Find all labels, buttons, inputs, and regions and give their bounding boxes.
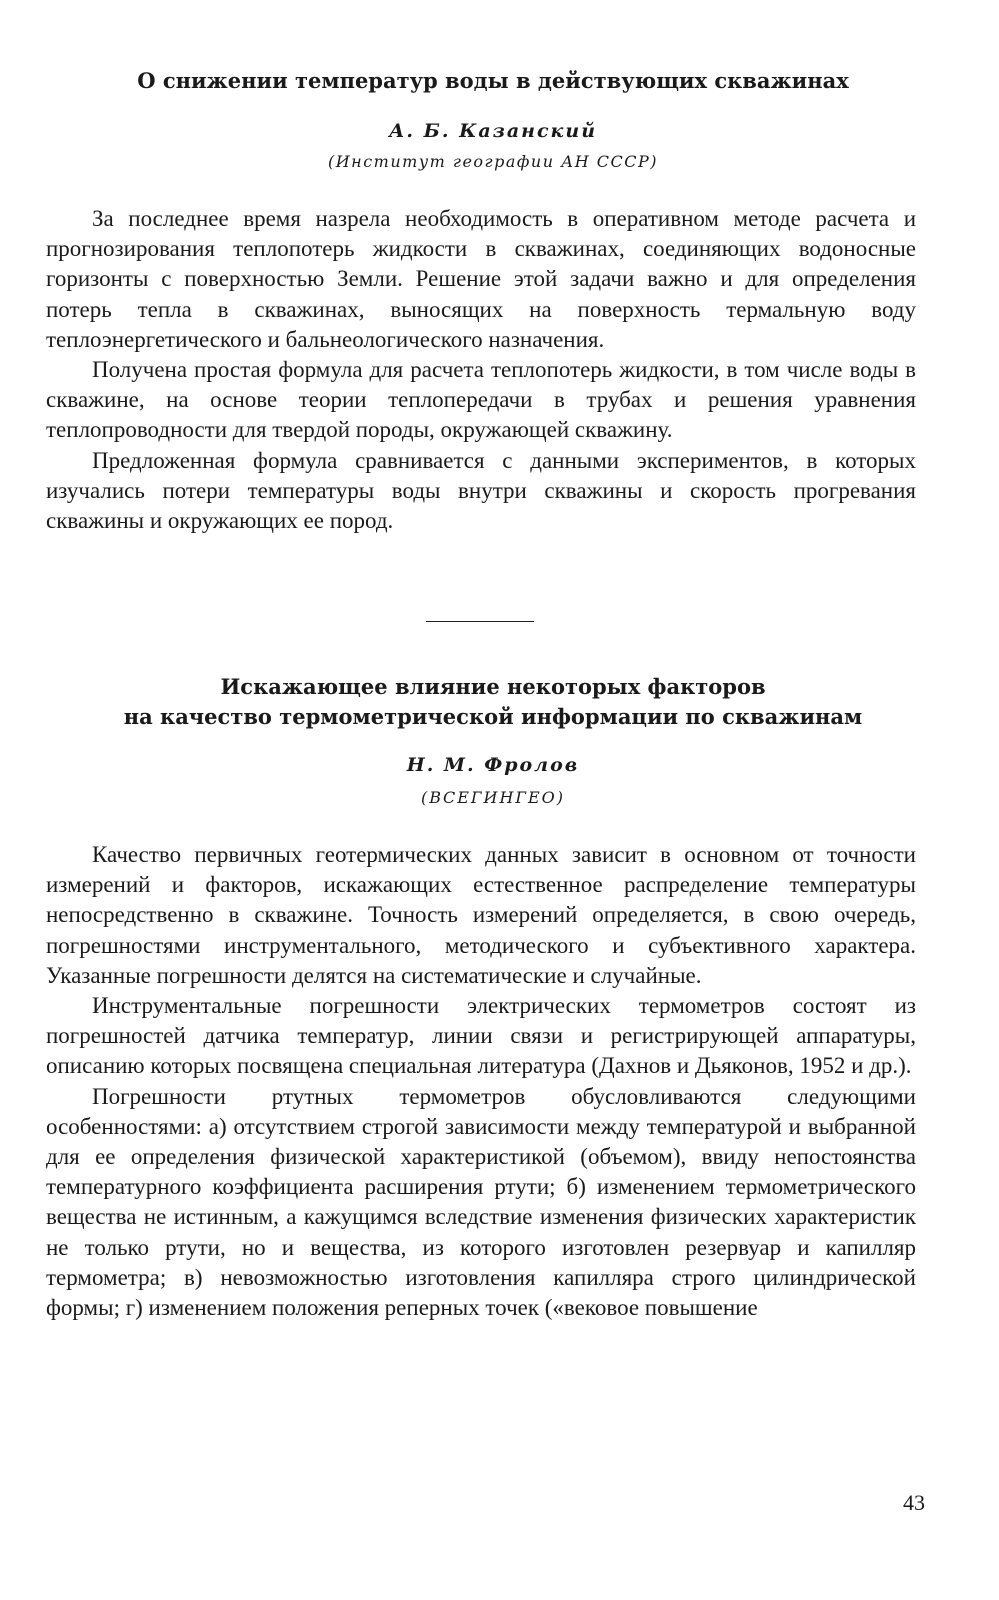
section-divider: [426, 621, 534, 622]
article-2-paragraph: Погрешности ртутных термометров обусловливаются следующими особенностями: а) отсутствием строгой зависимости между температурой и выбранной для ее определения физической характеристикой (объемом), ввиду непостоянства температурного коэффициента расширения ртути; б) изменением термометрического вещества не истинным, а кажущимся вследствие изменения физических характеристик не только ртути, но и вещества, из которого изготовлен резервуар и капилляр термометра; в) невозможностью изготовления капилляра строго цилиндрической формы; г) изменением положения реперных точек («вековое повышение: [46, 1083, 916, 1321]
article-1-paragraph: За последнее время назрела необходимость в оперативном методе расчета и прогнозирования теплопотерь жидкости в скважинах, соединяющих водоносные горизонты с поверхностью Земли. Решение этой задачи важно и для определения потерь тепла в скважинах, выносящих на поверхность термальную воду теплоэнергетического и бальнеологического назначения.: [46, 206, 916, 352]
article-2-body: [46, 840, 916, 1323]
article-2-affiliation: (ВСЕГИНГЕО): [420, 788, 566, 807]
article-2-title: [46, 672, 940, 732]
article-1-title: О снижении температур воды в действующих скважинах: [137, 68, 849, 93]
article-2-paragraph: Качество первичных геотермических данных зависит в основном от точности измерений и факторов, искажающих естественное распределение температуры непосредственно в скважине. Точность измерений определяется, в свою очередь, погрешностями инструментального, методического и субъективного характера. Указанные погрешности делятся на систематические и случайные.: [46, 842, 916, 988]
article-1-paragraph: Предложенная формула сравнивается с данными экспериментов, в которых изучались потери температуры воды внутри скважины и скорость прогревания скважины и окружающих ее пород.: [46, 447, 916, 534]
article-2-title-line-2: на качество термометрической информации по скважинам: [123, 704, 863, 729]
article-1-body: [46, 204, 916, 536]
page-number: 43: [903, 1490, 925, 1515]
article-2-author: Н. М. Фролов: [406, 754, 580, 776]
article-1-author: А. Б. Казанский: [388, 120, 598, 142]
article-2-title-line-1: Искажающее влияние некоторых факторов: [220, 674, 766, 699]
article-2-paragraph: Инструментальные погрешности электрических термометров состоят из погрешностей датчика температур, линии связи и регистрирующей аппаратуры, описанию которых посвящена специальная литература (Дахнов и Дьяконов, 1952 и др.).: [46, 993, 916, 1079]
article-1-affiliation: (Институт географии АН СССР): [327, 152, 659, 171]
article-1-paragraph: Получена простая формула для расчета теплопотерь жидкости, в том числе воды в скважине, на основе теории теплопередачи в трубах и решения уравнения теплопроводности для твердой породы, окружающей скважину.: [46, 357, 916, 443]
